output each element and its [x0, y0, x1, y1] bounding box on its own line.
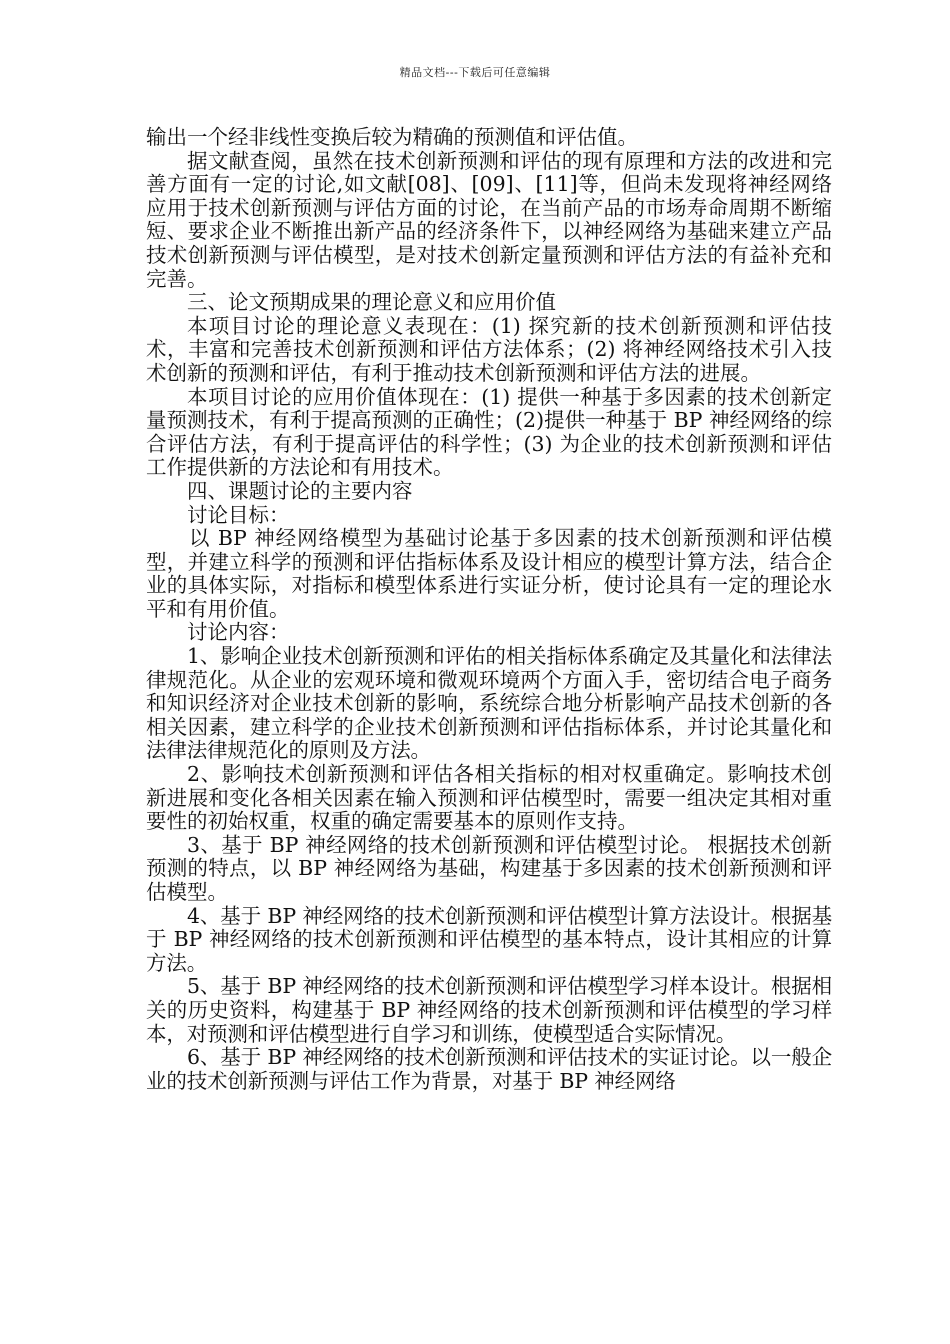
subheading-research-goal: 讨论目标：	[187, 502, 290, 527]
paragraph-content-item-5: 5、基于 BP 神经网络的技术创新预测和评估模型学习样本设计。根据相关的历史资料，构建基于 BP 神经网络的技术创新预测和评估模型的学习样本，对预测和评估模型进行自学习和训练，使模型适合实际情况。	[146, 974, 832, 1046]
paragraph-content-item-3: 3、基于 BP 神经网络的技术创新预测和评估模型讨论。 根据技术创新预测的特点，以 BP 神经网络为基础，构建基于多因素的技术创新预测和评估模型。	[146, 832, 832, 904]
subheading-research-content: 讨论内容：	[187, 620, 290, 645]
document-body	[146, 126, 832, 1093]
paragraph-content-item-4: 4、基于 BP 神经网络的技术创新预测和评估模型计算方法设计。根据基于 BP 神经网络的技术创新预测和评估模型的基本特点，设计其相应的计算方法。	[146, 903, 832, 975]
paragraph-content-item-1: 1、影响企业技术创新预测和评佑的相关指标体系确定及其量化和法律法律规范化。从企业的宏观环境和微观环境两个方面入手，密切结合电子商务和知识经济对企业技术创新的影响，系统综合地分析影响产品技术创新的各相关因素，建立科学的企业技术创新预测和评估指标体系，并讨论其量化和法律法律规范化的原则及方法。	[146, 644, 832, 763]
paragraph-continuation: 输出一个经非线性变换后较为精确的预测值和评估值。	[146, 125, 638, 149]
paragraph-application-value: 本项目讨论的应用价值体现在：(1) 提供一种基于多因素的技术创新定量预测技术，有利于提高预测的正确性；(2)提供一种基于 BP 神经网络的综合评估方法，有利于提高评估的科学性；(3) 为企业的技术创新预测和评估工作提供新的方法论和有用技术。	[146, 384, 832, 480]
section-heading-main-content: 四、课题讨论的主要内容	[187, 478, 413, 503]
paragraph-research-goal: 以 BP 神经网络模型为基础讨论基于多因素的技术创新预测和评估模型，并建立科学的预测和评估指标体系及设计相应的模型计算方法，结合企业的具体实际，对指标和模型体系进行实证分析，使讨论具有一定的理论水平和有用价值。	[146, 526, 832, 621]
paragraph-content-item-6: 6、基于 BP 神经网络的技术创新预测和评估技术的实证讨论。以一般企业的技术创新预测与评估工作为背景，对基于 BP 神经网络	[146, 1045, 832, 1093]
paragraph-theoretical-significance: 本项目讨论的理论意义表现在：(1) 探究新的技术创新预测和评估技术，丰富和完善技术创新预测和评估方法体系；(2) 将神经网络技术引入技术创新的预测和评估，有利于推动技术创新预测和评估方法的进展。	[146, 313, 832, 385]
paragraph-content-item-2: 2、影响技术创新预测和评估各相关指标的相对权重确定。影响技术创新进展和变化各相关因素在输入预测和评估模型时，需要一组决定其相对重要性的初始权重，权重的确定需要基本的原则作支持。	[146, 762, 832, 834]
section-heading-significance: 三、论文预期成果的理论意义和应用价值	[187, 290, 556, 315]
paragraph-literature-review: 据文献查阅，虽然在技术创新预测和评估的现有原理和方法的改进和完善方面有一定的讨论,如文献[08]、[09]、[11]等，但尚未发现将神经网络应用于技术创新预测与评估方面的讨论，在当前产品的市场寿命周期不断缩短、要求企业不断推出新产品的经济条件下，以神经网络为基础来建立产品技术创新预测与评估模型，是对技术创新定量预测和评估方法的有益补充和完善。	[146, 148, 832, 291]
page-header: 精品文档---下载后可任意编辑	[399, 66, 551, 79]
